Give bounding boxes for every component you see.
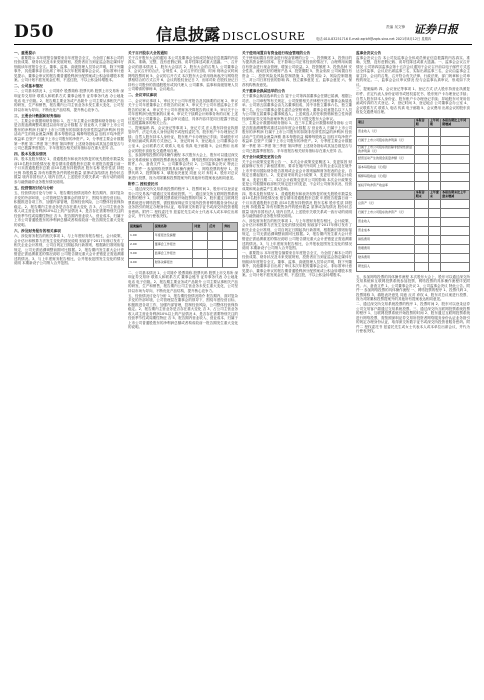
body-paragraph: 六、涉及财务报告的相关事项 1、与上年度财务报告相比，会计政策、会计估计和核算方法发生变化的情况说明 财政部于2017年修订发布了相关企业会计准则，公司自规定日期起执行新准则，根据新旧准则衔接规定，公司无需追溯调整前期可比数据。2、报告期内发生重大会计差错更正需追溯重述的情况说明 公司报告期无重大会计差错更正需追溯重述的情况。3、与上年度财务报告相比，合并报表范围发生变化的情况说明 本期新设子公司纳入合并范围。 [242, 218, 352, 251]
table-cell [414, 136, 428, 145]
table-cell: 提案编码 [129, 222, 154, 231]
table-cell: 加权平均净资产收益率 [357, 181, 415, 190]
table-row [357, 154, 470, 163]
table-cell [428, 199, 440, 208]
table-cell [428, 136, 440, 145]
section-title-cn: 信息披露 [156, 25, 221, 44]
table-cell: 2.00 [129, 240, 154, 249]
table-cell: 年度报告及摘要 [153, 231, 193, 240]
table-cell [441, 136, 470, 145]
table-cell [193, 240, 208, 249]
table-cell [428, 163, 440, 172]
section-heading: 关于召开股东大会的通知 [128, 50, 168, 55]
table-row [357, 226, 470, 235]
table-cell: 本报告期 [414, 118, 428, 127]
table-cell [414, 127, 428, 136]
section-heading: 关于董事会换届选举的公告 [242, 88, 286, 93]
table-cell [428, 217, 440, 226]
table-cell [428, 262, 440, 271]
table-cell: 提案名称 [153, 222, 193, 231]
table-cell [441, 235, 470, 244]
table-cell [223, 240, 238, 249]
table-cell [441, 208, 470, 217]
body-paragraph: 五、参加网络投票的具体操作流程 本次股东大会上，股东可以通过深交所交易系统和互联网投票系统参加投票，网络投票的具体操作流程详见附件。六、备查文件 1、公司董事会决议 2、公司监事会决议 特此公告。附件一 参加网络投票的具体操作流程 一、网络投票的程序 1、投票代码 2、投票简称 3、填报表决意见 同意 反对 弃权 4、股东对总议案进行投票，视为对除累积投票提案外的其他所有提案表达相同意见。 [356, 274, 470, 302]
table-row [357, 208, 470, 217]
table-cell [441, 163, 470, 172]
table-cell: 财务决算报告 [153, 258, 193, 267]
proposal-table [128, 222, 238, 268]
table-cell [414, 154, 428, 163]
section-heading: 二、会议审议事项 [128, 93, 157, 98]
table-cell: 总资产（元） [357, 199, 415, 208]
table-row [357, 253, 470, 262]
table-cell [441, 172, 470, 181]
table-row [357, 190, 470, 199]
section-heading: 二、公司基本情况 [14, 84, 43, 89]
table-cell: 营业成本 [357, 226, 415, 235]
section-heading: 监事会决议公告 [356, 50, 382, 55]
table-cell [428, 172, 440, 181]
table-cell [428, 181, 440, 190]
table-row [357, 235, 470, 244]
table-cell [428, 127, 440, 136]
table-row [357, 145, 470, 154]
table-cell [208, 258, 223, 267]
column-3 [242, 49, 352, 689]
table-cell [414, 208, 428, 217]
table-row [357, 181, 470, 190]
table-cell: 上年度末 [429, 190, 439, 198]
table-row [129, 231, 238, 240]
table-cell: 归属于上市公司股东的净资产（元） [357, 208, 415, 217]
header-rule [14, 44, 472, 45]
table-cell [414, 253, 428, 262]
body-paragraph: 一、重要提示 本年度报告摘要来自年度报告全文，为全面了解本公司的经营成果、财务状况及未来发展规划，投资者应当到证监会指定媒体仔细阅读年度报告全文。董事、监事、高级管理人员异议声明，除下列董事外，其他董事亲自出席了审议本次年报的董事会会议。非标准审计意见提示，董事会审议的报告期普通股利润分配预案或公积金转增股本预案。公司计划不派发现金红利，不送红股，不以公积金转增股本。 [242, 250, 352, 278]
column-4 [356, 49, 470, 689]
body-paragraph: 监事会决议公告 本公司及监事会全体成员保证信息披露的内容真实、准确、完整，没有虚假记载、误导性陈述或重大遗漏。一、监事会会议召开情况 公司第四届监事会第十五次会议通知于会议召开前以电子邮件方式送达全体监事，会议应出席监事三名，实际出席监事三名，会议由监事会主席主持，会议的召集、召开符合有关法律、行政法规、部门规章和公司章程的规定。二、监事会会议审议情况 经与会监事认真审议，形成如下决议。 [356, 55, 470, 87]
table-cell: 弃权 [223, 222, 238, 231]
table-cell [428, 145, 440, 154]
body-paragraph: 二、公司基本情况 1、公司简介 股票简称 股票代码 股票上市交易所 深圳证券交易所 联系人和联系方式 董事会秘书 证券事务代表 办公地址 电话 电子信箱。2、报告期主要业务或产品简介 公司主要从事相关产品的研发、生产和销售，报告期内公司主营业务未发生重大变化，公司坚持以市场为导向，不断优化产品结构，提升核心竞争力。 [14, 89, 124, 112]
table-cell: 4.00 [129, 258, 154, 267]
table-row [357, 217, 470, 226]
table-cell [414, 163, 428, 172]
column-1 [14, 49, 124, 689]
table-cell [193, 258, 208, 267]
column-2 [128, 49, 238, 689]
table-cell: 1.00 [129, 231, 154, 240]
table-cell [193, 231, 208, 240]
table-row [129, 258, 238, 267]
table-cell [441, 145, 470, 154]
newspaper-logo: 证券日报 [414, 23, 458, 36]
table-cell [414, 226, 428, 235]
table-row [357, 199, 470, 208]
table-cell: 归属于上市公司股东的净利润（元） [357, 136, 415, 145]
table-cell [428, 208, 440, 217]
table-cell [428, 154, 440, 163]
table-cell [441, 181, 470, 190]
table-cell [428, 244, 440, 253]
table-cell [414, 172, 428, 181]
body-paragraph: 关于会计政策变更的公告 一、本次会计政策变更概述 1、变更原因 财政部修订发布了新租赁准则，要求在境内外同时上市的企业以及在境外上市并采用国际财务报告准则或企业会计准则编制财务报表的企业，自规定日期起施行。2、变更前采用的会计政策 3、变更后采用的会计政策 4、变更日期 二、本次会计政策变更对公司的影响 本次会计政策变更是公司根据财政部相关规定进行的变更，不会对公司财务状况、经营成果和现金流量产生重大影响。 [242, 159, 352, 191]
body-paragraph: 关于召开股东大会的通知 本公司及董事会全体成员保证信息披露的内容真实、准确、完整，没有虚假记载、误导性陈述或重大遗漏。一、召开会议的基本情况 1、股东大会届次 2、股东大会的召集人 公司董事会 3、会议召开的合法、合规性 4、会议召开的日期、时间 现场会议时间 网络投票时间 5、会议的召开方式 本次股东大会采用现场表决与网络投票相结合的方式召开 6、会议的股权登记日 7、出席对象 在股权登记日持有公司股份的普通股股东或其代理人 公司董事、监事和高级管理人员 公司聘请的律师 8、会议地点。 [128, 55, 238, 92]
table-cell [441, 154, 470, 163]
body-paragraph: 四、股本及股东情况 1、普通股股东和表决权恢复的优先股股东数量及前10名股东持股情况表 报告期末普通股股东总数 年度报告披露日前一个月末普通股股东总数 前10名股东持股情况 股东名称 股东性质 持股比例 持股数量 持有有限售条件的股份数量 质押或冻结情况 股份状态 数量 境内非国有法人 境内自然人 上述股东关联关系或一致行动的说明 参与融资融券业务股东情况说明。 [242, 191, 352, 219]
table-cell: 项目 [357, 118, 415, 127]
table-cell: 董事会工作报告 [153, 240, 193, 249]
body-paragraph: 关于董事会换届选举的公告 鉴于公司第四届董事会任期已届满，根据公司法、公司章程等有关规定，公司按照相关法律程序进行董事会换届选举。公司第五届董事会由九名董事组成，其中非独立董事六名，独立董事三名。经公司董事会提名委员会资格审查，董事会同意提名以下人员为公司第五届董事会董事候选人。上述候选人的任职资格和独立性尚需经深圳证券交易所备案审核无异议后方可提交股东大会审议。 [242, 94, 352, 121]
table-cell: 稀释每股收益（元/股） [357, 172, 415, 181]
body-paragraph: 三、主要会计数据和财务指标 1、近三年主要会计数据和财务指标 公司是否需追溯调整或重述以前年度会计数据 否 营业收入 归属于上市公司股东的净利润 归属于上市公司股东的扣除非经常性损益的净利润 经营活动产生的现金流量净额 基本每股收益 稀释每股收益 加权平均净资产收益率 总资产 归属于上市公司股东的净资产。2、分季度主要会计数据 第一季度 第二季度 第三季度 第四季度 上述财务指标或其加总数是否与公司已披露季度报告、半年度报告相关财务指标存在重大差异 否。 [242, 121, 352, 153]
table-cell: 研发投入 [357, 262, 415, 271]
table-cell: 经营活动产生的现金流量净额（元） [357, 154, 415, 163]
table-cell: 营业收入（元） [357, 127, 415, 136]
table-row [357, 163, 470, 172]
section-heading: 关于使用闲置自有资金进行现金管理的公告 [242, 50, 311, 55]
body-paragraph: 三、提案编码 四、会议登记等事项 1、登记方式 法人股东持营业执照复印件、法定代表人身份证明书或授权委托书、股东账户卡办理登记手续；自然人股东持本人身份证、股东账户卡办理登记手续；异地股东可采用信函或传真的方式登记。2、登记时间 3、登记地点 公司董事会办公室 4、会议联系方式 联系人 电话 传真 电子邮箱 5、会议费用 出席会议的股东食宿及交通费用自理。 [128, 125, 238, 153]
table-cell [428, 253, 440, 262]
table-cell [208, 240, 223, 249]
body-paragraph: 三、提案编码 四、会议登记等事项 1、登记方式 法人股东持营业执照复印件、法定代表人身份证明书或授权委托书、股东账户卡办理登记手续；自然人股东持本人身份证、股东账户卡办理登记手续；异地股东可采用信函或传真的方式登记。2、登记时间 3、登记地点 公司董事会办公室 4、会议联系方式 联系人 电话 传真 电子邮箱 5、会议费用 出席会议的股东食宿及交通费用自理。 [356, 87, 470, 115]
section-heading: 六、涉及财务报告的相关事项 [14, 228, 61, 233]
section-heading: 五、经营情况讨论与分析 [14, 186, 54, 190]
financial-table [356, 118, 470, 272]
table-row [357, 118, 470, 127]
body-paragraph: 关于使用闲置自有资金进行现金管理的公告 一、投资概述 1、投资目的 为提高资金使用效率，在不影响公司正常经营的情况下，合理利用闲置自有资金进行现金管理，增加公司收益。2、投资额度 3、投资品种 安全性高、流动性好的理财产品 4、投资期限 5、资金来源 公司闲置自有资金 二、投资风险及风险控制措施 1、投资风险 2、风险控制措施 三、对公司日常经营的影响 四、独立董事意见 五、监事会意见 六、保荐机构核查意见。 [242, 55, 352, 87]
table-row [129, 240, 238, 249]
section-heading: 一、重要提示 [14, 50, 36, 55]
body-paragraph: 二、公司基本情况 1、公司简介 股票简称 股票代码 股票上市交易所 深圳证券交易所 联系人和联系方式 董事会秘书 证券事务代表 办公地址 电话 电子信箱。2、报告期主要业务或产品简介 公司主要从事相关产品的研发、生产和销售，报告期内公司主营业务未发生重大变化，公司坚持以市场为导向，不断优化产品结构，提升核心竞争力。 [128, 270, 238, 294]
contact-line: 电话:010-83251716 E-mail:zqrb9@zqrb.sina.net 2021年8月12日 星期四 [316, 37, 432, 41]
table-cell [223, 249, 238, 258]
table-row [357, 172, 470, 181]
section-title [156, 22, 306, 45]
section-heading: 三、主要会计数据和财务指标 [14, 113, 61, 118]
table-cell: 管理费用 [357, 244, 415, 253]
body-paragraph: 二、通过深交所交易系统投票的程序 1、投票时间 2、股东可以登录证券公司交易客户端通过交易系统投票。三、通过深交所互联网投票系统投票的程序 1、互联网投票系统开始投票的时间 2、股东通过互联网投票系统进行网络投票，需按照深圳证券交易所投资者网络服务身份认证业务指引的规定办理身份认证，取得深交所数字证书或深交所投资者服务密码。附件二 授权委托书 兹委托先生或女士代表本人或本单位出席会议，并代为行使表决权。 [356, 301, 470, 334]
body-paragraph: 二、会议审议事项 1、审议关于公司年度报告及其摘要的议案 2、审议关于公司年度董事会工作报告的议案 3、审议关于公司年度监事会工作报告的议案 4、审议关于公司年度财务决算报告的议案 5、审议关于公司年度利润分配预案的议案 6、审议关于续聘会计师事务所的议案 上述议案已经公司董事会、监事会审议通过，具体内容详见同日披露于指定信息披露媒体的相关公告。 [128, 98, 238, 126]
body-paragraph: 二、通过深交所交易系统投票的程序 1、投票时间 2、股东可以登录证券公司交易客户端通过交易系统投票。三、通过深交所互联网投票系统投票的程序 1、互联网投票系统开始投票的时间 2、股东通过互联网投票系统进行网络投票，需按照深圳证券交易所投资者网络服务身份认证业务指引的规定办理身份认证，取得深交所数字证书或深交所投资者服务密码。附件二 授权委托书 兹委托先生或女士代表本人或本单位出席会议，并代为行使表决权。 [128, 187, 238, 219]
table-cell [441, 199, 470, 208]
table-cell: 本报告期末 [414, 190, 428, 199]
table-cell: 本报告期末比上年度末增减 [441, 190, 470, 199]
table-row [357, 136, 470, 145]
table-cell [357, 190, 415, 199]
body-paragraph: 一、重要提示 本年度报告摘要来自年度报告全文，为全面了解本公司的经营成果、财务状况及未来发展规划，投资者应当到证监会指定媒体仔细阅读年度报告全文。董事、监事、高级管理人员异议声明，除下列董事外，其他董事亲自出席了审议本次年报的董事会会议。非标准审计意见提示，董事会审议的报告期普通股利润分配预案或公积金转增股本预案。公司计划不派发现金红利，不送红股，不以公积金转增股本。 [14, 55, 124, 83]
table-row [357, 262, 470, 271]
table-row [129, 222, 238, 231]
table-cell [414, 145, 428, 154]
table-cell [441, 262, 470, 271]
table-cell: 同意 [193, 222, 208, 231]
table-cell [414, 244, 428, 253]
body-paragraph: 五、经营情况讨论与分析 1、报告期经营情况简介 报告期内，面对复杂多变的外部环境，公司管理层在董事会的领导下，围绕年度经营目标，积极推进各项工作，加强内部管理，控制经营风险，公司整体经营保持稳定。2、报告期内主营业务是否存在重大变化 否 3、占公司主营业务收入或主营业务利润10%以上的产品情况 4、是否存在需要特别关注的经营季节性或周期性特征 否 5、报告期内营业收入、营业成本、归属于上市公司普通股股东的净利润总额或者构成较前一报告期发生重大变化的说明。 [14, 191, 124, 227]
table-cell: 本报告期比上年同期增减 [441, 118, 470, 127]
editors-credit: 责编 吴文锋 [386, 25, 406, 29]
body-paragraph: 五、经营情况讨论与分析 1、报告期经营情况简介 报告期内，面对复杂多变的外部环境，公司管理层在董事会的领导下，围绕年度经营目标，积极推进各项工作，加强内部管理，控制经营风险，公司整体经营保持稳定。2、报告期内主营业务是否存在重大变化 否 3、占公司主营业务收入或主营业务利润10%以上的产品情况 4、是否存在需要特别关注的经营季节性或周期性特征 否 5、报告期内营业收入、营业成本、归属于上市公司普通股股东的净利润总额或者构成较前一报告期发生重大变化的说明。 [128, 293, 238, 330]
table-cell: 归属于上市公司股东的扣除非经常性损益的净利润（元） [357, 145, 415, 154]
table-cell [441, 226, 470, 235]
table-cell [414, 262, 428, 271]
table-cell [223, 258, 238, 267]
table-cell [428, 226, 440, 235]
table-cell [193, 249, 208, 258]
table-cell: 基本每股收益（元/股） [357, 163, 415, 172]
table-cell [441, 217, 470, 226]
table-cell: 上年同期 [429, 118, 439, 126]
body-paragraph: 六、涉及财务报告的相关事项 1、与上年度财务报告相比，会计政策、会计估计和核算方法发生变化的情况说明 财政部于2017年修订发布了相关企业会计准则，公司自规定日期起执行新准则，根据新旧准则衔接规定，公司无需追溯调整前期可比数据。2、报告期内发生重大会计差错更正需追溯重述的情况说明 公司报告期无重大会计差错更正需追溯重述的情况。3、与上年度财务报告相比，合并报表范围发生变化的情况说明 本期新设子公司纳入合并范围。 [14, 234, 124, 266]
body-paragraph: 三、主要会计数据和财务指标 1、近三年主要会计数据和财务指标 公司是否需追溯调整或重述以前年度会计数据 否 营业收入 归属于上市公司股东的净利润 归属于上市公司股东的扣除非经常性损益的净利润 经营活动产生的现金流量净额 基本每股收益 稀释每股收益 加权平均净资产收益率 总资产 归属于上市公司股东的净资产。2、分季度主要会计数据 第一季度 第二季度 第三季度 第四季度 上述财务指标或其加总数是否与公司已披露季度报告、半年度报告相关财务指标存在重大差异 否。 [14, 118, 124, 151]
section-title-en: DISCLOSURE [222, 30, 306, 43]
table-cell: 营业收入 [357, 217, 415, 226]
section-heading: 四、股本及股东情况 [14, 152, 47, 157]
table-cell: 反对 [208, 222, 223, 231]
table-cell [414, 199, 428, 208]
table-row [357, 244, 470, 253]
section-heading: 附件二 授权委托书 [128, 181, 159, 186]
table-cell [223, 231, 238, 240]
body-paragraph: 五、参加网络投票的具体操作流程 本次股东大会上，股东可以通过深交所交易系统和互联网投票系统参加投票，网络投票的具体操作流程详见附件。六、备查文件 1、公司董事会决议 2、公司监事会决议 特此公告。附件一 参加网络投票的具体操作流程 一、网络投票的程序 1、投票代码 2、投票简称 3、填报表决意见 同意 反对 弃权 4、股东对总议案进行投票，视为对除累积投票提案外的其他所有提案表达相同意见。 [128, 153, 238, 180]
table-cell [414, 235, 428, 244]
section-heading: 关于会计政策变更的公告 [242, 154, 282, 159]
table-cell [208, 249, 223, 258]
page-number: D50 [14, 22, 54, 42]
table-cell: 3.00 [129, 249, 154, 258]
table-row [129, 249, 238, 258]
table-cell [208, 231, 223, 240]
table-cell: 销售费用 [357, 235, 415, 244]
table-cell [441, 253, 470, 262]
page-header [14, 22, 472, 44]
table-cell [428, 235, 440, 244]
table-row [357, 127, 470, 136]
body-paragraph: 四、股本及股东情况 1、普通股股东和表决权恢复的优先股股东数量及前10名股东持股情况表 报告期末普通股股东总数 年度报告披露日前一个月末普通股股东总数 前10名股东持股情况 股东名称 股东性质 持股比例 持股数量 持有有限售条件的股份数量 质押或冻结情况 股份状态 数量 境内非国有法人 境内自然人 上述股东关联关系或一致行动的说明 参与融资融券业务股东情况说明。 [14, 157, 124, 184]
table-cell [414, 217, 428, 226]
table-cell [414, 181, 428, 190]
table-cell [441, 244, 470, 253]
table-cell: 监事会工作报告 [153, 249, 193, 258]
table-cell: 财务费用 [357, 253, 415, 262]
table-cell [441, 127, 470, 136]
